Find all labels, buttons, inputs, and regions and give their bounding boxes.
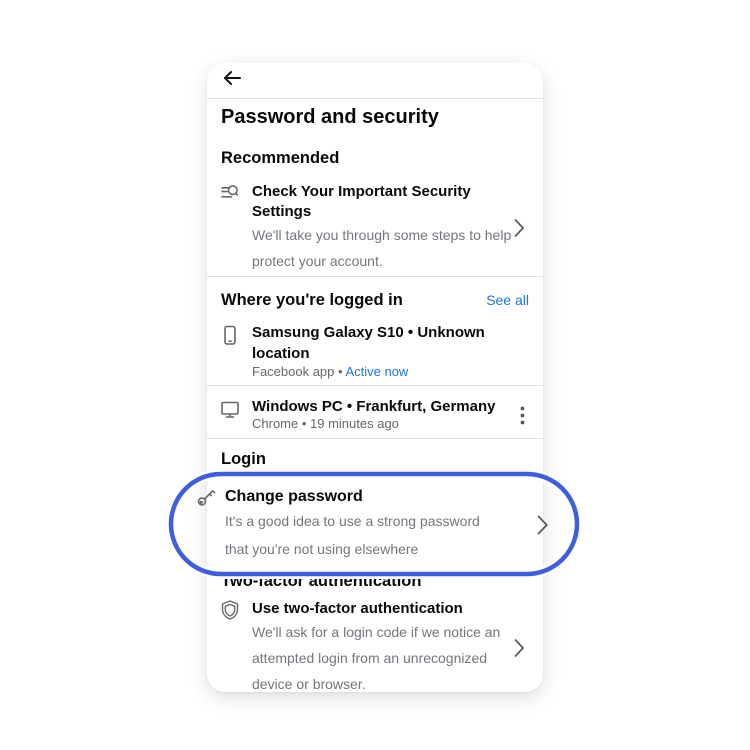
change-password-text bbox=[225, 486, 536, 563]
chevron-right-icon bbox=[513, 637, 525, 659]
divider bbox=[207, 276, 543, 277]
two-factor-description: We'll ask for a login code if we notice an attempted login from an unrecognized device or browser. bbox=[252, 624, 501, 692]
two-factor-item[interactable] bbox=[221, 599, 529, 697]
security-checkup-icon bbox=[218, 181, 242, 205]
active-now-status: Active now bbox=[345, 364, 409, 379]
desktop-monitor-icon bbox=[218, 397, 242, 421]
device-samsung-name: Samsung Galaxy S10 • Unknown location bbox=[252, 324, 485, 362]
security-checkup-title: Check Your Important Security Settings bbox=[252, 183, 471, 220]
security-checkup-description: We'll take you through some steps to help protect your account. bbox=[252, 227, 512, 269]
settings-card bbox=[207, 63, 543, 692]
see-all-link[interactable]: See all bbox=[486, 292, 529, 308]
page-title: Password and security bbox=[221, 106, 439, 128]
device-samsung-meta: Facebook app • Active now bbox=[252, 364, 409, 379]
two-factor-title: Use two-factor authentication bbox=[252, 600, 463, 617]
change-password-item[interactable] bbox=[198, 486, 553, 563]
two-factor-text bbox=[252, 599, 513, 697]
logged-in-header-row bbox=[221, 290, 529, 310]
chevron-right-icon bbox=[536, 513, 549, 537]
section-heading-recommended: Recommended bbox=[221, 149, 340, 167]
device-windows-name: Windows PC • Frankfurt, Germany bbox=[252, 398, 496, 415]
back-arrow-icon bbox=[221, 67, 243, 94]
change-password-description: It's a good idea to use a strong password that you're not using elsewhere bbox=[225, 513, 480, 557]
device-row-windows[interactable] bbox=[221, 398, 529, 432]
section-heading-logged-in: Where you're logged in bbox=[221, 291, 403, 309]
device-row-samsung[interactable] bbox=[221, 322, 529, 380]
device-windows-meta: Chrome • 19 minutes ago bbox=[252, 416, 399, 431]
security-checkup-item[interactable] bbox=[221, 182, 529, 274]
mobile-phone-icon bbox=[218, 323, 242, 347]
key-icon bbox=[195, 485, 219, 509]
header-bar bbox=[207, 63, 543, 98]
device-samsung-text bbox=[252, 322, 529, 380]
divider bbox=[207, 473, 543, 474]
security-checkup-text bbox=[252, 182, 513, 274]
divider bbox=[207, 98, 543, 99]
vertical-dots-icon[interactable] bbox=[516, 404, 529, 427]
divider bbox=[207, 385, 543, 386]
back-button[interactable] bbox=[221, 67, 243, 94]
chevron-right-icon bbox=[513, 217, 525, 239]
device-windows-text bbox=[252, 398, 516, 432]
shield-icon bbox=[218, 598, 242, 622]
section-heading-login: Login bbox=[221, 450, 266, 468]
change-password-title: Change password bbox=[225, 488, 363, 505]
divider bbox=[207, 438, 543, 439]
section-heading-two-factor: Two-factor authentication bbox=[221, 572, 422, 590]
